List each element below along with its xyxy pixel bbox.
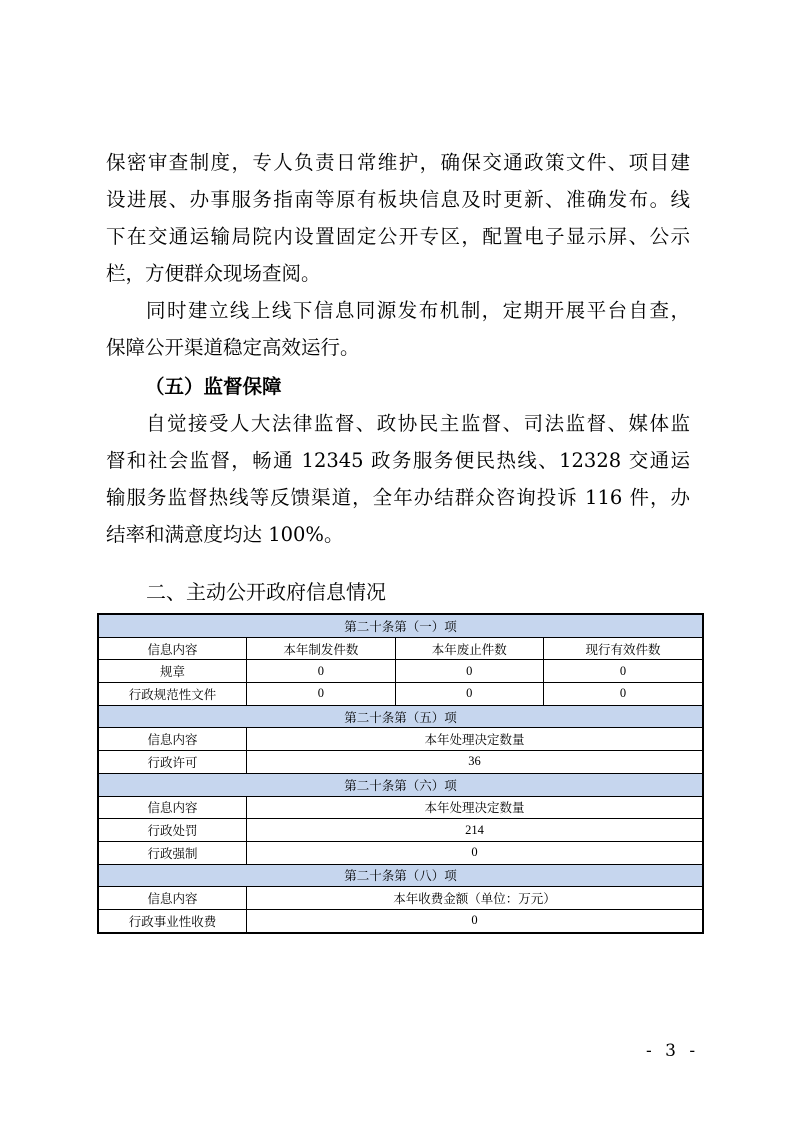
section-title: 第二十条第（八）项: [98, 864, 703, 887]
table-row: [98, 819, 703, 842]
column-header: 本年废止件数: [395, 637, 543, 660]
table-cell: 0: [544, 683, 703, 706]
column-header: 信息内容: [98, 796, 247, 819]
table-cell: 0: [395, 683, 543, 706]
table-cell: 行政处罚: [98, 819, 247, 842]
text-line: 栏，方便群众现场查阅。: [106, 262, 321, 285]
table-row: [98, 796, 703, 819]
table-row: [98, 751, 703, 774]
paragraph-publicity-channels: [106, 144, 690, 292]
table-cell: 0: [247, 660, 395, 683]
table-cell: 行政许可: [98, 751, 247, 774]
section-title: 第二十条第（五）项: [98, 705, 703, 728]
column-header: 信息内容: [98, 728, 247, 751]
table-cell: 0: [247, 841, 703, 864]
table-row: [98, 728, 703, 751]
table-row: [98, 683, 703, 706]
column-header: 现行有效件数: [544, 637, 703, 660]
table-cell: 规章: [98, 660, 247, 683]
table-cell: 36: [247, 751, 703, 774]
text-line: 督和社会监督，畅通 12345 政务服务便民热线、12328 交通运: [106, 449, 690, 472]
paragraph-supervision: [106, 405, 690, 553]
table-cell: 0: [247, 909, 703, 932]
table-section-header: [98, 614, 703, 637]
table-row: [98, 909, 703, 932]
text-line: 自觉接受人大法律监督、政协民主监督、司法监督、媒体监: [146, 412, 690, 435]
column-header: 本年收费金额（单位：万元）: [247, 887, 703, 910]
table-cell: 行政强制: [98, 841, 247, 864]
table-cell: 行政规范性文件: [98, 683, 247, 706]
text-line: 保障公开渠道稳定高效运行。: [106, 336, 360, 359]
column-header: 本年处理决定数量: [247, 796, 703, 819]
table-row: [98, 887, 703, 910]
info-disclosure-table: [97, 613, 704, 934]
text-line: 设进展、办事服务指南等原有板块信息及时更新、准确发布。线: [106, 188, 690, 211]
text-line: 下在交通运输局院内设置固定公开专区，配置电子显示屏、公示: [106, 225, 690, 248]
section-title: 第二十条第（一）项: [98, 614, 703, 637]
table-section-header: [98, 773, 703, 796]
table-row: [98, 841, 703, 864]
table-cell: 行政事业性收费: [98, 909, 247, 932]
subheading-supervision: （五）监督保障: [145, 375, 282, 398]
table-cell: 0: [395, 660, 543, 683]
column-header: 信息内容: [98, 637, 247, 660]
column-header: 本年处理决定数量: [247, 728, 703, 751]
text-line: 结率和满意度均达 100%。: [106, 523, 344, 546]
text-line: 同时建立线上线下信息同源发布机制，定期开展平台自查，: [146, 299, 690, 322]
paragraph-sync-mechanism: [106, 292, 690, 366]
table-row: [98, 660, 703, 683]
table-cell: 214: [247, 819, 703, 842]
page-number: - 3 -: [646, 1041, 700, 1061]
section-title: 第二十条第（六）项: [98, 773, 703, 796]
section-heading: 二、主动公开政府信息情况: [146, 580, 386, 604]
text-line: 输服务监督热线等反馈渠道，全年办结群众咨询投诉 116 件，办: [106, 486, 690, 509]
table-cell: 0: [247, 683, 395, 706]
table-row: [98, 637, 703, 660]
table-cell: 0: [544, 660, 703, 683]
table-section-header: [98, 705, 703, 728]
column-header: 本年制发件数: [247, 637, 395, 660]
table-section-header: [98, 864, 703, 887]
column-header: 信息内容: [98, 887, 247, 910]
text-line: 保密审查制度，专人负责日常维护，确保交通政策文件、项目建: [106, 151, 690, 174]
